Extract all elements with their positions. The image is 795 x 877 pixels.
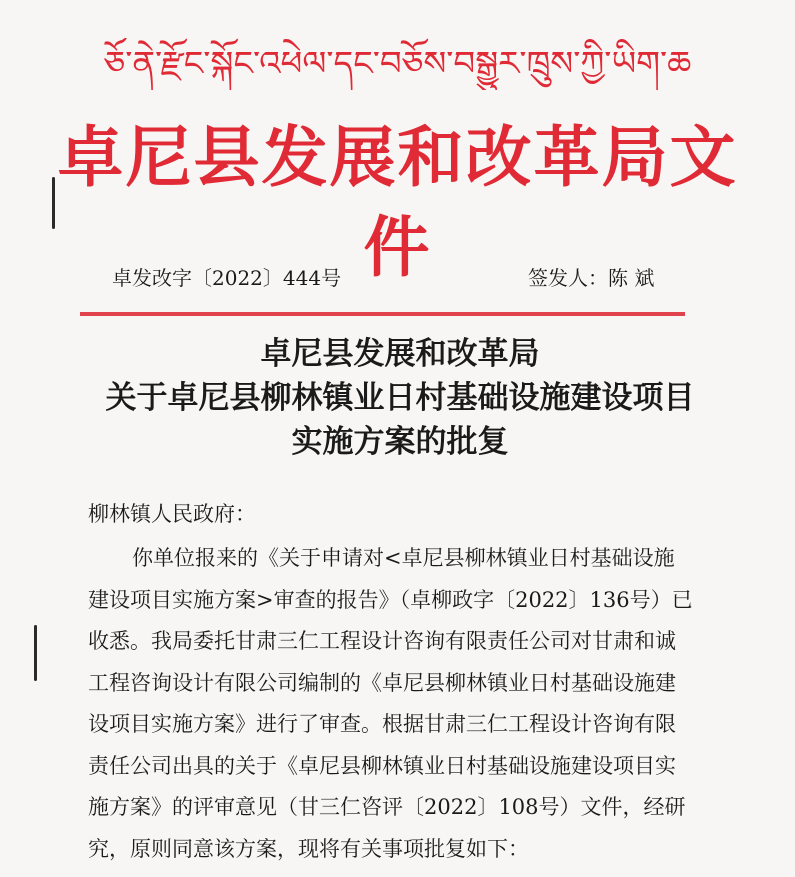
subject-line-2: 关于卓尼县柳林镇业日村基础设施建设项目 [105,380,695,416]
body-paragraph [88,538,718,870]
subject-line-1: 卓尼县发展和改革局 [260,336,540,372]
subject-heading [60,332,740,464]
body-line: 收悉。我局委托甘肃三仁工程设计咨询有限责任公司对甘肃和诚 [88,629,676,653]
body-line: 施方案》的评审意见（甘三仁咨评〔2022〕108号）文件，经研 [88,795,686,819]
tibetan-header: ཅོ་ནེ་རྫོང་སྐོང་འཕེལ་དང་བཅོས་བསྒྱུར་ཁྲུས་ཀྱི་ཡིག་ཆ [103,44,692,84]
document-number: 卓发改字〔2022〕444号 [112,266,342,290]
body-line: 责任公司出具的关于《卓尼县柳林镇业日村基础设施建设项目实 [88,753,676,778]
signer: 签发人：陈 斌 [528,266,655,290]
body-line: 你单位报来的《关于申请对<卓尼县柳林镇业日村基础设施 [132,546,675,570]
binding-mark-top [52,177,55,229]
document-title: 卓尼县发展和改革局文件 [57,118,738,286]
subject-line-3: 实施方案的批复 [291,424,509,460]
addressee: 柳林镇人民政府： [88,502,256,526]
binding-mark-bottom [34,625,37,681]
body-line: 究，原则同意该方案，现将有关事项批复如下： [88,836,529,861]
body-line: 建设项目实施方案>审查的报告》（卓柳政字〔2022〕136号）已 [88,587,693,612]
body-line: 设项目实施方案》进行了审查。根据甘肃三仁工程设计咨询有限 [88,712,676,736]
body-line: 工程咨询设计有限公司编制的《卓尼县柳林镇业日村基础设施建 [88,670,676,695]
red-divider [80,312,685,316]
